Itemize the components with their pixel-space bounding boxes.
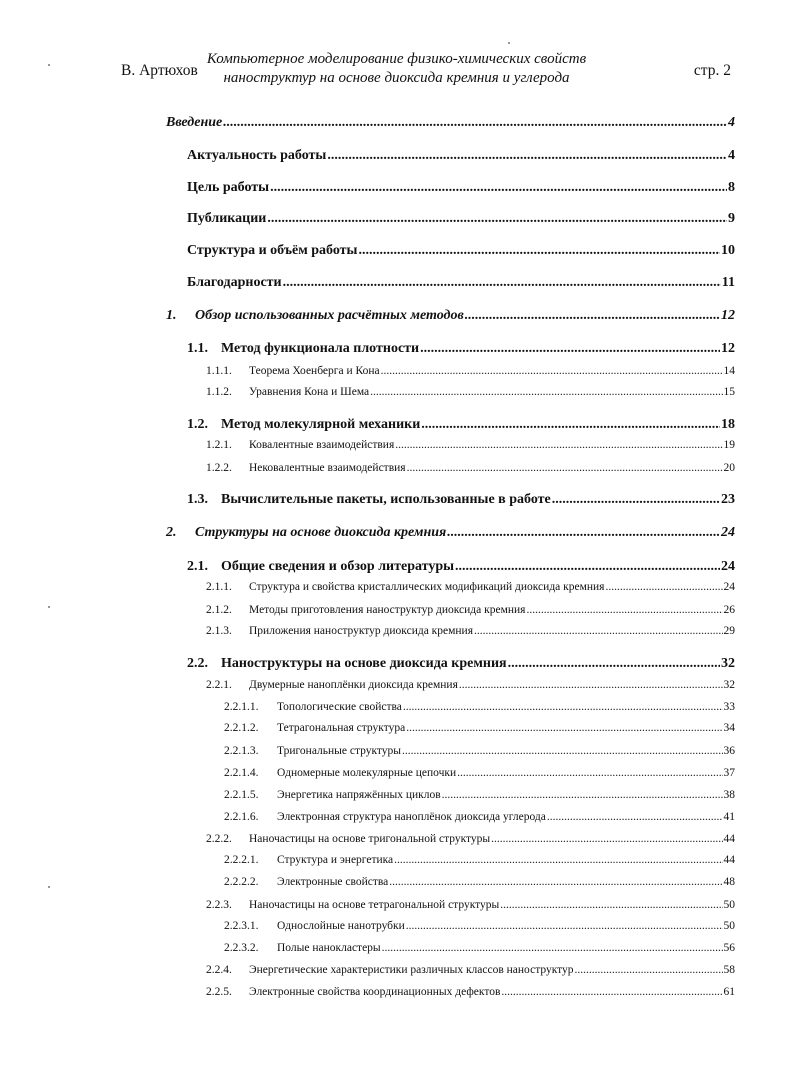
toc-entry bbox=[206, 581, 735, 593]
toc-entry-number: 1.2.2. bbox=[206, 462, 232, 474]
toc-leader-dots bbox=[283, 275, 721, 291]
toc-entry-page: 9 bbox=[728, 211, 735, 226]
toc-entry bbox=[206, 439, 735, 451]
toc-entry-title: Общие сведения и обзор литературы bbox=[221, 559, 455, 574]
toc-leader-dots bbox=[389, 876, 722, 888]
toc-entry-page: 61 bbox=[723, 986, 735, 998]
toc-leader-dots bbox=[447, 525, 720, 541]
toc-entry-title: Метод молекулярной механики bbox=[221, 417, 421, 432]
toc-entry-title: Метод функционала плотности bbox=[221, 341, 420, 356]
toc-entry-title: Публикации bbox=[187, 211, 267, 226]
toc-leader-dots bbox=[406, 722, 722, 734]
toc-leader-dots bbox=[457, 767, 722, 779]
toc-entry bbox=[224, 854, 735, 866]
toc-entry-page: 44 bbox=[723, 833, 735, 845]
toc-entry bbox=[187, 211, 735, 227]
toc-entry-page: 19 bbox=[723, 439, 735, 451]
toc-entry bbox=[187, 180, 735, 196]
toc-leader-dots bbox=[370, 386, 722, 398]
toc-entry-number: 2.2.2.2. bbox=[224, 876, 259, 888]
toc-entry-title: Теорема Хоенберга и Кона bbox=[249, 365, 380, 377]
toc-entry-page: 24 bbox=[723, 581, 735, 593]
toc-entry-number: 2.2.3. bbox=[206, 899, 232, 911]
toc-entry bbox=[187, 559, 735, 575]
toc-entry-page: 38 bbox=[723, 789, 735, 801]
toc-entry-number: 2.2. bbox=[187, 656, 208, 671]
toc-entry bbox=[206, 462, 735, 474]
toc-entry-page: 37 bbox=[723, 767, 735, 779]
toc-entry bbox=[206, 365, 735, 377]
toc-leader-dots bbox=[382, 942, 723, 954]
toc-entry-page: 50 bbox=[723, 920, 735, 932]
toc-entry-title: Тетрагональная структура bbox=[277, 722, 406, 734]
toc-entry bbox=[224, 942, 735, 954]
toc-entry-number: 2.2.2.1. bbox=[224, 854, 259, 866]
toc-entry-page: 50 bbox=[723, 899, 735, 911]
toc-entry-number: 1.1.2. bbox=[206, 386, 232, 398]
toc-entry-title: Приложения наноструктур диоксида кремния bbox=[249, 625, 473, 637]
toc-entry bbox=[187, 148, 735, 164]
toc-entry-title: Нековалентные взаимодействия bbox=[249, 462, 406, 474]
toc-leader-dots bbox=[381, 365, 723, 377]
toc-entry-page: 12 bbox=[721, 308, 735, 323]
toc-leader-dots bbox=[403, 701, 723, 713]
toc-entry-number: 2.2.1.5. bbox=[224, 789, 259, 801]
toc-entry-page: 44 bbox=[723, 854, 735, 866]
toc-leader-dots bbox=[394, 854, 722, 866]
toc-entry bbox=[224, 789, 735, 801]
toc-entry-title: Обзор использованных расчётных методов bbox=[195, 308, 464, 323]
toc-leader-dots bbox=[605, 581, 722, 593]
toc-entry-number: 1. bbox=[166, 308, 177, 323]
toc-entry-page: 15 bbox=[723, 386, 735, 398]
toc-entry bbox=[224, 767, 735, 779]
toc-entry bbox=[224, 920, 735, 932]
toc-leader-dots bbox=[223, 115, 727, 131]
toc-entry bbox=[206, 833, 735, 845]
header-title-line1: Компьютерное моделирование физико-химических свойств bbox=[206, 51, 587, 67]
toc-leader-dots bbox=[459, 679, 723, 691]
scan-speck bbox=[48, 606, 50, 608]
toc-entry-title: Введение bbox=[166, 115, 223, 130]
toc-entry-number: 2.2.2. bbox=[206, 833, 232, 845]
toc-leader-dots bbox=[327, 148, 727, 164]
toc-entry-title: Актуальность работы bbox=[187, 148, 327, 163]
toc-entry bbox=[187, 656, 735, 672]
toc-leader-dots bbox=[420, 341, 720, 357]
toc-entry-title: Структура и объём работы bbox=[187, 243, 358, 258]
toc-entry-page: 14 bbox=[723, 365, 735, 377]
toc-leader-dots bbox=[501, 986, 722, 998]
header-title-line2: наноструктур на основе диоксида кремния и углерода bbox=[223, 70, 570, 86]
toc-entry-page: 32 bbox=[723, 679, 735, 691]
toc-entry-page: 11 bbox=[721, 275, 735, 290]
toc-entry bbox=[166, 115, 735, 131]
toc-entry-title: Структура и свойства кристаллических модификаций диоксида кремния bbox=[249, 581, 605, 593]
toc-entry-number: 2.1.3. bbox=[206, 625, 232, 637]
toc-entry-title: Электронные свойства bbox=[277, 876, 389, 888]
toc-entry-number: 2.2.5. bbox=[206, 986, 232, 998]
toc-entry-page: 48 bbox=[723, 876, 735, 888]
toc-entry-number: 2.2.4. bbox=[206, 964, 232, 976]
toc-entry-page: 18 bbox=[721, 417, 735, 432]
toc-entry-number: 2. bbox=[166, 525, 177, 540]
toc-entry-title: Электронная структура наноплёнок диоксида углерода bbox=[277, 811, 546, 823]
toc-entry bbox=[206, 604, 735, 616]
header-author: В. Артюхов bbox=[121, 62, 198, 79]
toc-entry-title: Благодарности bbox=[187, 275, 282, 290]
toc-entry-title: Вычислительные пакеты, использованные в работе bbox=[221, 492, 551, 507]
toc-entry-title: Наночастицы на основе тетрагональной структуры bbox=[249, 899, 500, 911]
toc-entry-title: Топологические свойства bbox=[277, 701, 402, 713]
toc-entry bbox=[206, 386, 735, 398]
toc-entry-page: 10 bbox=[721, 243, 735, 258]
toc-entry-title: Наноструктуры на основе диоксида кремния bbox=[221, 656, 507, 671]
toc-entry bbox=[187, 275, 735, 291]
toc-entry bbox=[206, 899, 735, 911]
toc-entry-number: 2.2.1.2. bbox=[224, 722, 259, 734]
toc-entry-page: 32 bbox=[721, 656, 735, 671]
toc-entry-number: 2.2.3.1. bbox=[224, 920, 259, 932]
toc-entry-title: Тригональные структуры bbox=[277, 745, 402, 757]
toc-entry-page: 12 bbox=[721, 341, 735, 356]
toc-entry-page: 56 bbox=[723, 942, 735, 954]
toc-entry bbox=[206, 986, 735, 998]
toc-entry bbox=[166, 308, 735, 324]
toc-leader-dots bbox=[508, 656, 720, 672]
toc-entry bbox=[224, 701, 735, 713]
toc-entry-title: Энергетические характеристики различных классов наноструктур bbox=[249, 964, 574, 976]
toc-entry-title: Одномерные молекулярные цепочки bbox=[277, 767, 457, 779]
toc-entry-page: 41 bbox=[723, 811, 735, 823]
toc-entry-page: 4 bbox=[728, 148, 735, 163]
toc-entry-title: Наночастицы на основе тригональной структуры bbox=[249, 833, 491, 845]
toc-entry-number: 2.1.1. bbox=[206, 581, 232, 593]
toc-entry-title: Однослойные нанотрубки bbox=[277, 920, 405, 932]
toc-entry-title: Цель работы bbox=[187, 180, 270, 195]
toc-leader-dots bbox=[552, 492, 720, 508]
toc-leader-dots bbox=[402, 745, 722, 757]
toc-entry-number: 1.1. bbox=[187, 341, 208, 356]
toc-entry bbox=[187, 492, 735, 508]
toc-entry-page: 58 bbox=[723, 964, 735, 976]
toc-entry-title: Полые нанокластеры bbox=[277, 942, 381, 954]
toc-entry bbox=[206, 964, 735, 976]
toc-entry bbox=[187, 243, 735, 259]
scan-speck bbox=[48, 886, 50, 888]
toc-entry-page: 24 bbox=[721, 559, 735, 574]
toc-leader-dots bbox=[491, 833, 722, 845]
toc-entry-page: 20 bbox=[723, 462, 735, 474]
toc-leader-dots bbox=[547, 811, 723, 823]
toc-leader-dots bbox=[442, 789, 723, 801]
toc-leader-dots bbox=[406, 920, 723, 932]
toc-entry-number: 1.2. bbox=[187, 417, 208, 432]
toc-entry-number: 2.2.1.1. bbox=[224, 701, 259, 713]
toc-entry-number: 1.2.1. bbox=[206, 439, 232, 451]
toc-entry bbox=[206, 679, 735, 691]
header-page-number: стр. 2 bbox=[693, 62, 731, 79]
toc-entry-title: Уравнения Кона и Шема bbox=[249, 386, 370, 398]
toc-entry-page: 34 bbox=[723, 722, 735, 734]
toc-leader-dots bbox=[474, 625, 723, 637]
toc-entry bbox=[224, 722, 735, 734]
toc-leader-dots bbox=[465, 308, 720, 324]
toc-entry-number: 2.1.2. bbox=[206, 604, 232, 616]
toc-entry-page: 36 bbox=[723, 745, 735, 757]
toc-leader-dots bbox=[395, 439, 722, 451]
toc-entry-page: 4 bbox=[728, 115, 735, 130]
toc-entry-title: Структура и энергетика bbox=[277, 854, 394, 866]
toc-leader-dots bbox=[270, 180, 727, 196]
toc-entry-page: 24 bbox=[721, 525, 735, 540]
toc-entry-number: 1.1.1. bbox=[206, 365, 232, 377]
toc-entry-page: 23 bbox=[721, 492, 735, 507]
toc-leader-dots bbox=[358, 243, 720, 259]
scan-speck bbox=[508, 42, 510, 44]
toc-entry-title: Структуры на основе диоксида кремния bbox=[195, 525, 447, 540]
toc-leader-dots bbox=[526, 604, 722, 616]
toc-leader-dots bbox=[267, 211, 727, 227]
toc-entry-title: Двумерные наноплёнки диоксида кремния bbox=[249, 679, 458, 691]
toc-entry-number: 1.3. bbox=[187, 492, 208, 507]
toc-entry-number: 2.2.1.6. bbox=[224, 811, 259, 823]
toc-entry bbox=[187, 341, 735, 357]
toc-leader-dots bbox=[500, 899, 722, 911]
toc-leader-dots bbox=[407, 462, 723, 474]
toc-entry bbox=[224, 745, 735, 757]
toc-entry-number: 2.2.1.4. bbox=[224, 767, 259, 779]
toc-entry-number: 2.2.3.2. bbox=[224, 942, 259, 954]
toc-entry bbox=[166, 525, 735, 541]
toc-leader-dots bbox=[421, 417, 720, 433]
toc-entry-title: Электронные свойства координационных дефектов bbox=[249, 986, 501, 998]
toc-leader-dots bbox=[575, 964, 723, 976]
toc-entry-number: 2.2.1. bbox=[206, 679, 232, 691]
toc-entry-title: Ковалентные взаимодействия bbox=[249, 439, 395, 451]
scan-speck bbox=[48, 64, 50, 66]
toc-entry bbox=[206, 625, 735, 637]
toc-entry-page: 8 bbox=[728, 180, 735, 195]
toc-entry-title: Методы приготовления наноструктур диоксида кремния bbox=[249, 604, 526, 616]
toc-leader-dots bbox=[455, 559, 720, 575]
toc-entry bbox=[224, 876, 735, 888]
toc-entry-number: 2.1. bbox=[187, 559, 208, 574]
toc-entry-number: 2.2.1.3. bbox=[224, 745, 259, 757]
toc-entry-page: 33 bbox=[723, 701, 735, 713]
toc-entry-page: 26 bbox=[723, 604, 735, 616]
toc-entry bbox=[187, 417, 735, 433]
toc-entry-title: Энергетика напряжённых циклов bbox=[277, 789, 441, 801]
toc-entry bbox=[224, 811, 735, 823]
toc-entry-page: 29 bbox=[723, 625, 735, 637]
